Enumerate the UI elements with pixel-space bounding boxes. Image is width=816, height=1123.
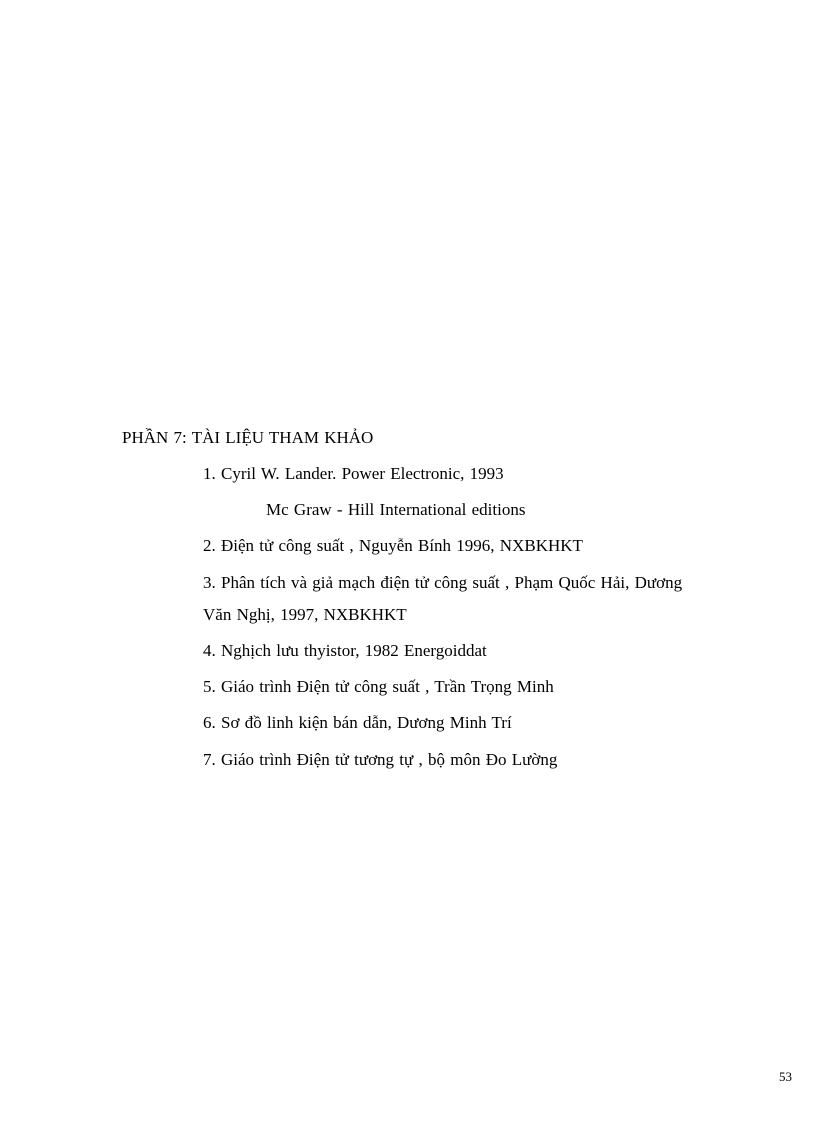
- page-number: 53: [779, 1069, 792, 1084]
- reference-2: 2. Điện tử công suất , Nguyễn Bính 1996, NXBKHKT: [203, 536, 583, 555]
- reference-4: 4. Nghịch lưu thyistor, 1982 Energoiddat: [203, 641, 487, 660]
- reference-6: 6. Sơ đồ linh kiện bán dẫn, Dương Minh Trí: [203, 713, 512, 732]
- reference-1: 1. Cyril W. Lander. Power Electronic, 1993: [203, 464, 504, 483]
- reference-3-continuation: Văn Nghị, 1997, NXBKHKT: [203, 605, 407, 624]
- reference-3: 3. Phân tích và giả mạch điện tử công suất , Phạm Quốc Hải, Dương: [203, 573, 683, 592]
- reference-1-continuation: Mc Graw - Hill International editions: [266, 500, 526, 519]
- reference-5: 5. Giáo trình Điện tử công suất , Trần Trọng Minh: [203, 677, 554, 696]
- section-title: PHẦN 7: TÀI LIỆU THAM KHẢO: [122, 428, 374, 447]
- reference-7: 7. Giáo trình Điện tử tương tự , bộ môn Đo Lường: [203, 750, 558, 769]
